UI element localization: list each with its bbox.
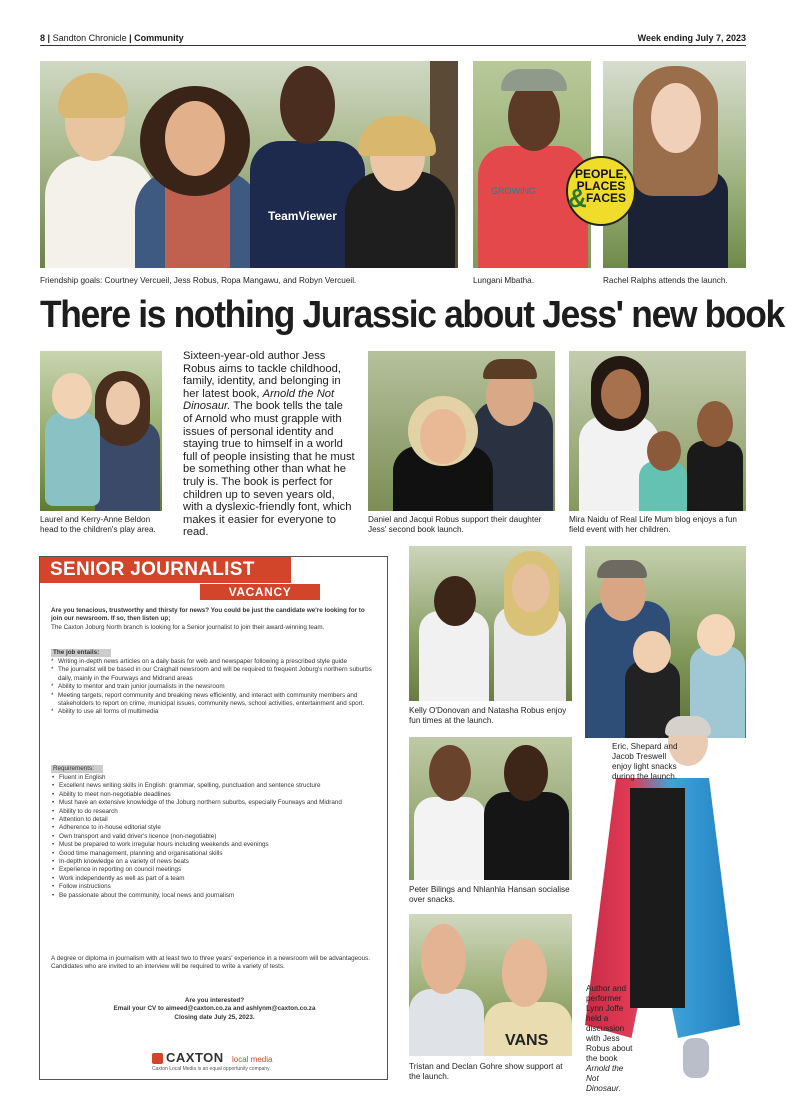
list-item: • Good time management, planning and organisational skills [51, 850, 377, 858]
caxton-logo: CAXTON local media Caxton Local Media is an equal opportunity company. [152, 1050, 273, 1072]
list-item: • Be passionate about the community, local news and journalism [51, 892, 377, 900]
list-item: • Ability to meet non-negotiable deadlines [51, 791, 377, 799]
ad-email: Email your CV to aimeed@caxton.co.za and ashlynm@caxton.co.za [113, 1005, 316, 1013]
photo-daniel-jacqui [368, 351, 555, 511]
ad-interested: Are you interested? [184, 997, 245, 1004]
ad-subtitle: VACANCY [200, 584, 320, 600]
caption-mira: Mira Naidu of Real Life Mum blog enjoys a fun field event with her children. [569, 515, 737, 534]
caption-rachel: Rachel Ralphs attends the launch. [603, 276, 728, 285]
list-item: • Excellent news writing skills in English: grammar, spelling, punctuation and sentence structure [51, 782, 377, 790]
ad-degree: A degree or diploma in journalism with at least two to three years' experience in a newsroom will be advantageous. [51, 955, 371, 962]
list-item: * Meeting targets, report community and breaking news efficiently, and interact with community members and stakeholders to report on crime, municipal issues, community news, school activities, entertainment and sport. [51, 692, 377, 709]
photo-kelly-natasha [409, 546, 572, 701]
page-header-left: 8 | Sandton Chronicle | Community [40, 33, 184, 43]
caption-author: Author and performer Lynn Joffe held a discussion with Jess Robus about the book Arnold the Not Dinosaur. [586, 984, 633, 1093]
book-title: Arnold the Not Dinosaur. [183, 387, 335, 413]
list-item: • In-depth knowledge on a variety of news beats [51, 858, 377, 866]
list-item: • Experience in reporting on council meetings [51, 866, 377, 874]
ad-entails-list [51, 658, 377, 717]
list-item: • Own transport and valid driver's licence (non-negotiable) [51, 833, 377, 841]
section-name: Community [134, 33, 184, 43]
list-item: * Ability to use all forms of multimedia [51, 708, 377, 716]
caption-kelly: Kelly O'Donovan and Natasha Robus enjoy fun times at the launch. [409, 706, 567, 725]
list-item: • Fluent in English [51, 774, 377, 782]
teamviewer-shirt-text: TeamViewer [268, 209, 337, 223]
ad-requirements-heading: Requirements: [51, 765, 103, 773]
photo-friendship-group [40, 61, 458, 268]
photo-peter-nhlanhla [409, 737, 572, 880]
photo-mira [569, 351, 746, 511]
photo-tristan-declan [409, 914, 572, 1056]
list-item: • Must have an extensive knowledge of the Joburg northern suburbs, especially Fourways and Midrand [51, 799, 377, 807]
ad-entails-heading: The job entails: [51, 649, 111, 657]
publication-name: Sandton Chronicle [52, 33, 127, 43]
issue-date: Week ending July 7, 2023 [637, 33, 746, 43]
list-item: * The journalist will be based in our Craighall newsroom and will be required to frequent Joburg's northern suburbs daily, mainly in the Fourways and Midrand areas [51, 666, 377, 683]
list-item: * Ability to mentor and train junior journalists in the newsroom [51, 683, 377, 691]
article-body: Sixteen-year-old author Jess Robus aims to tackle childhood, family, identity, and belonging in her latest book, Arnold the Not Dinosaur. The book tells the tale of Arnold who must grapple with issues of personal identity and staying true to himself in a world full of people insisting that he must be something other than what he truly is. The book is perfect for children up to seven years old, with a dyslexic-friendly font, which makes it easier for everyone to read. [183, 350, 355, 539]
ad-title: SENIOR JOURNALIST [40, 557, 291, 583]
ad-closing: Closing date July 25, 2023. [174, 1013, 255, 1021]
caption-lungani: Lungani Mbatha. [473, 276, 534, 285]
list-item: • Attention to detail [51, 816, 377, 824]
caption-eric: Eric, Shepard and Jacob Treswell enjoy light snacks during the launch. [612, 742, 678, 781]
caption-tristan: Tristan and Declan Gohre show support at the launch. [409, 1062, 563, 1081]
growing-shirt-text: GROWING [491, 186, 536, 196]
headline: There is nothing Jurassic about Jess' new book [40, 294, 784, 336]
caxton-logo-icon [152, 1053, 163, 1064]
header-rule [40, 45, 746, 46]
caption-daniel: Daniel and Jacqui Robus support their daughter Jess' second book launch. [368, 515, 542, 534]
list-item: • Must be prepared to work irregular hours including weekends and evenings [51, 841, 377, 849]
list-item: * Writing in-depth news articles on a daily basis for web and newspaper following a prescribed style guide [51, 658, 377, 666]
page-number: 8 [40, 33, 46, 43]
list-item: • Work independently as well as part of a team [51, 875, 377, 883]
list-item: • Ability to do research [51, 808, 377, 816]
vans-shirt-text: VANS [505, 1032, 549, 1049]
ad-intro-bold: Are you tenacious, trustworthy and thirsty for news? You could be just the candidate we're looking for to join our newsroom. If so, then listen up; [51, 607, 365, 623]
photo-laurel-kerry-anne [40, 351, 162, 511]
people-places-faces-badge: PEOPLE, PLACES & FACES [566, 156, 636, 226]
ad-intro: The Caxton Joburg North branch is looking for a Senior journalist to join their award-winning team. [51, 623, 325, 631]
photo-lungani [473, 61, 591, 268]
caption-peter: Peter Bilings and Nhlanhla Hansan socialise over snacks. [409, 885, 570, 904]
photo-eric-shepard-jacob [585, 546, 746, 738]
senior-journalist-vacancy-ad [39, 556, 388, 1080]
list-item: • Adherence to in-house editorial style [51, 824, 377, 832]
caption-friendship: Friendship goals: Courtney Vercueil, Jess Robus, Ropa Mangawu, and Robyn Vercueil. [40, 276, 357, 285]
ad-tests: Candidates who are invited to an interview will be required to write a variety of tests. [51, 963, 285, 971]
caption-laurel: Laurel and Kerry-Anne Beldon head to the children's play area. [40, 515, 156, 534]
ad-requirements-list [51, 774, 377, 900]
list-item: • Follow instructions [51, 883, 377, 891]
